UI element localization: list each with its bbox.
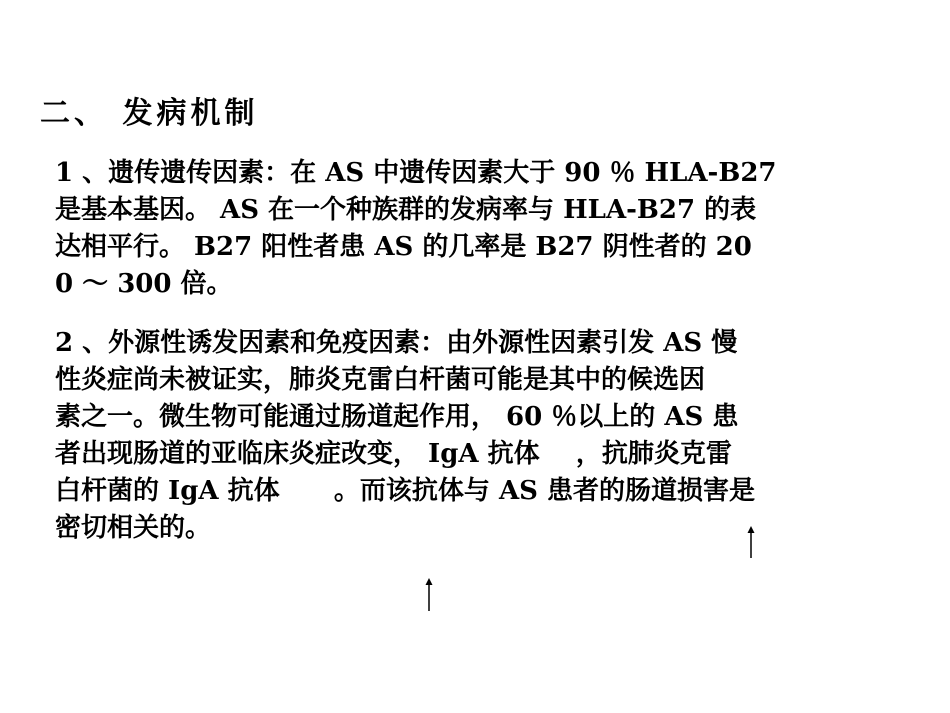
paragraph-line: 2 、外源性诱发因素和免疫因素：由外源性因素引发 AS 慢 (55, 328, 738, 358)
paragraph-line: 是基本基因。 AS 在一个种族群的发病率与 HLA-B27 的表 (55, 195, 757, 225)
paragraph-line: 素之一。微生物可能通过肠道起作用， 60 ％以上的 AS 患 (55, 402, 739, 432)
paragraph-line: 密切相关的。 (55, 513, 212, 543)
paragraph-line: 0 ～ 300 倍。 (55, 269, 233, 299)
up-arrow-icon (746, 526, 756, 558)
slide-title: 二、 发病机制 (40, 96, 259, 131)
paragraph-line: 达相平行。 B27 阳性者患 AS 的几率是 B27 阴性者的 20 (55, 232, 752, 262)
paragraph-line: 性炎症尚未被证实，肺炎克雷白杆菌可能是其中的候选因 (55, 365, 706, 395)
paragraph-line: 者出现肠道的亚临床炎症改变， IgA 抗体 ，抗肺炎克雷 (55, 439, 732, 469)
up-arrow-icon (424, 578, 434, 611)
paragraph-line: 白杆菌的 IgA 抗体 。而该抗体与 AS 患者的肠道损害是 (55, 476, 755, 506)
paragraph-line: 1 、遗传遗传因素：在 AS 中遗传因素大于 90 ％ HLA-B27 (55, 158, 777, 188)
paragraph-genetic-factors (55, 155, 875, 303)
paragraph-exogenous-immune-factors (55, 325, 875, 547)
